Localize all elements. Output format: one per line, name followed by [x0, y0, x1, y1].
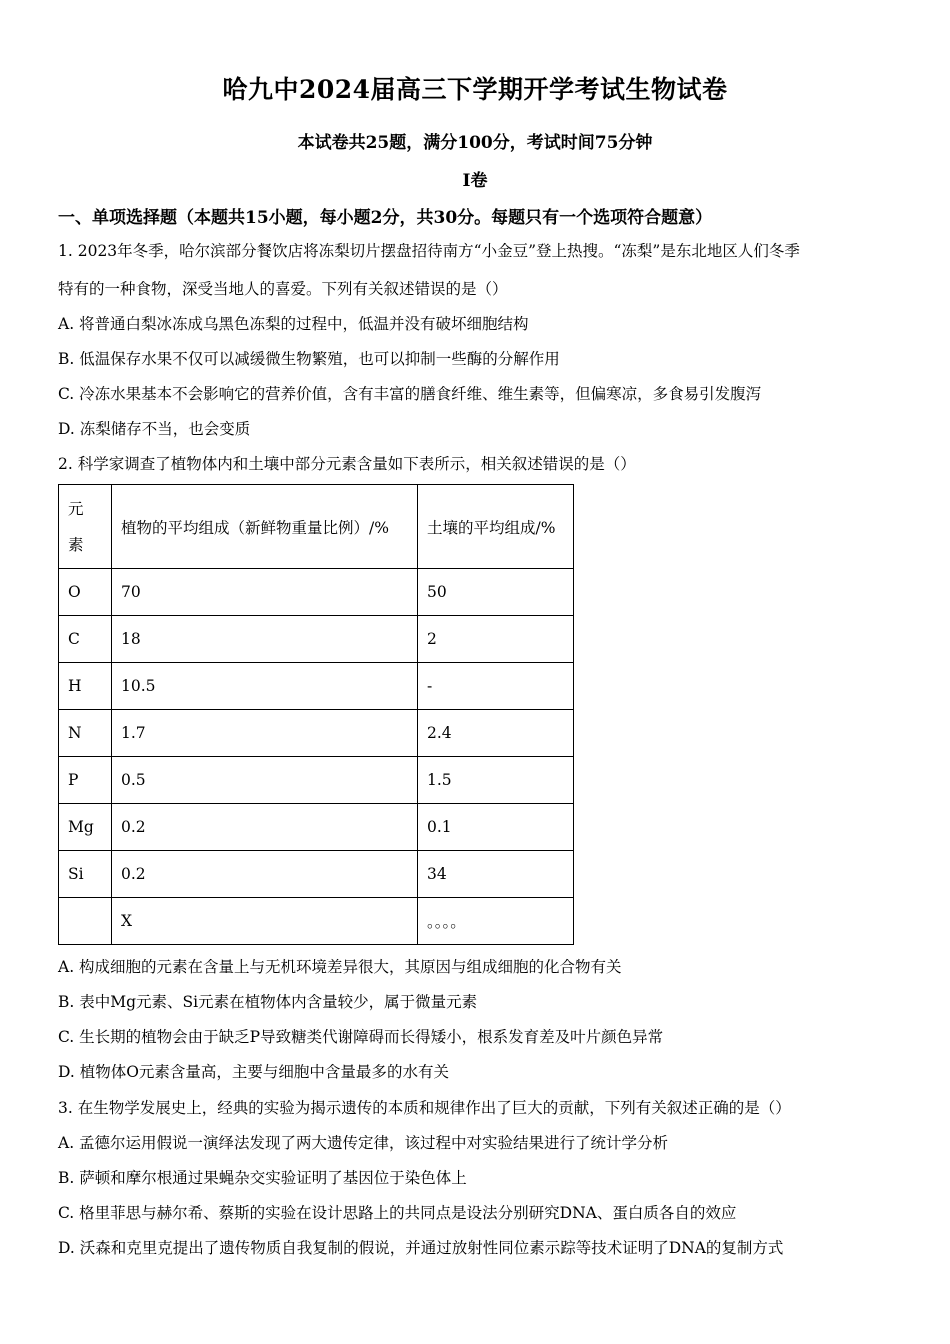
element-cell: P	[59, 757, 112, 804]
exam-info: 本试卷共25题，满分100分，考试时间75分钟	[297, 133, 653, 153]
question-2-option-c: C. 生长期的植物会由于缺乏P导致糖类代谢障碍而长得矮小，根系发育差及叶片颜色异常	[58, 1028, 664, 1046]
plant-value-cell: 10.5	[112, 663, 418, 710]
volume-label: I卷	[462, 171, 488, 191]
element-cell: Mg	[59, 804, 112, 851]
element-cell: N	[59, 710, 112, 757]
plant-value-cell: 1.7	[112, 710, 418, 757]
soil-value-cell: 1.5	[418, 757, 574, 804]
header-plant-cell: 植物的平均组成（新鲜物重量比例）/%	[112, 485, 418, 569]
question-1-option-c: C. 冷冻水果基本不会影响它的营养价值，含有丰富的膳食纤维、维生素等，但偏寒凉，多食易引发腹泻	[58, 385, 762, 403]
plant-value-cell: 0.5	[112, 757, 418, 804]
plant-value-cell: 18	[112, 616, 418, 663]
plant-value-cell: 0.2	[112, 851, 418, 898]
question-2-option-b: B. 表中Mg元素、Si元素在植物体内含量较少，属于微量元素	[58, 993, 478, 1011]
question-3-option-c: C. 格里菲思与赫尔希、蔡斯的实验在设计思路上的共同点是设法分别研究DNA、蛋白质各自的效应	[58, 1204, 737, 1222]
section-heading: 一、单项选择题（本题共15小题，每小题2分，共30分。每题只有一个选项符合题意）	[58, 208, 713, 228]
question-1-stem-line-1: 1. 2023年冬季，哈尔滨部分餐饮店将冻梨切片摆盘招待南方“小金豆”登上热搜。“冻梨”是东北地区人们冬季	[58, 242, 800, 260]
question-2-option-d: D. 植物体O元素含量高，主要与细胞中含量最多的水有关	[58, 1063, 449, 1081]
soil-value-cell: 50	[418, 569, 574, 616]
table-row	[59, 757, 574, 804]
question-2-stem: 2. 科学家调查了植物体内和土壤中部分元素含量如下表所示，相关叙述错误的是（）	[58, 455, 636, 473]
element-cell: C	[59, 616, 112, 663]
table-header-row	[59, 485, 574, 569]
question-1-stem-line-2: 特有的一种食物，深受当地人的喜爱。下列有关叙述错误的是（）	[58, 280, 508, 298]
question-3-option-b: B. 萨顿和摩尔根通过果蝇杂交实验证明了基因位于染色体上	[58, 1169, 467, 1187]
table-row	[59, 616, 574, 663]
element-cell: Si	[59, 851, 112, 898]
question-3-stem: 3. 在生物学发展史上，经典的实验为揭示遗传的本质和规律作出了巨大的贡献，下列有关叙述正确的是（）	[58, 1099, 791, 1117]
question-2-option-a: A. 构成细胞的元素在含量上与无机环境差异很大，其原因与组成细胞的化合物有关	[58, 958, 622, 976]
question-1-option-d: D. 冻梨储存不当，也会变质	[58, 420, 251, 438]
table-row	[59, 569, 574, 616]
question-3-option-a: A. 孟德尔运用假说一演绎法发现了两大遗传定律，该过程中对实验结果进行了统计学分析	[58, 1134, 669, 1152]
soil-value-cell: 0.1	[418, 804, 574, 851]
question-1-option-a: A. 将普通白梨冰冻成乌黑色冻梨的过程中，低温并没有破坏细胞结构	[58, 315, 529, 333]
element-cell: H	[59, 663, 112, 710]
plant-value-cell: 0.2	[112, 804, 418, 851]
element-cell: O	[59, 569, 112, 616]
exam-title: 哈九中2024届高三下学期开学考试生物试卷	[222, 75, 728, 104]
soil-value-cell: 2	[418, 616, 574, 663]
soil-value-cell: 2.4	[418, 710, 574, 757]
header-soil-cell: 土壤的平均组成/%	[418, 485, 574, 569]
table-row	[59, 663, 574, 710]
table-row	[59, 898, 574, 945]
table-row	[59, 851, 574, 898]
table-row	[59, 804, 574, 851]
soil-value-cell: -	[418, 663, 574, 710]
header-element-cell	[59, 485, 112, 569]
plant-value-cell: X	[112, 898, 418, 945]
header-element-char-1: 元	[68, 499, 84, 518]
soil-value-cell: 。。。。	[418, 898, 574, 945]
element-content-table	[58, 484, 574, 945]
element-cell	[59, 898, 112, 945]
table-row	[59, 710, 574, 757]
soil-value-cell: 34	[418, 851, 574, 898]
header-element-char-2: 素	[68, 535, 84, 554]
question-1-option-b: B. 低温保存水果不仅可以减缓微生物繁殖，也可以抑制一些酶的分解作用	[58, 350, 560, 368]
question-3-option-d: D. 沃森和克里克提出了遗传物质自我复制的假说，并通过放射性同位素示踪等技术证明了DNA的复制方式	[58, 1239, 784, 1257]
plant-value-cell: 70	[112, 569, 418, 616]
